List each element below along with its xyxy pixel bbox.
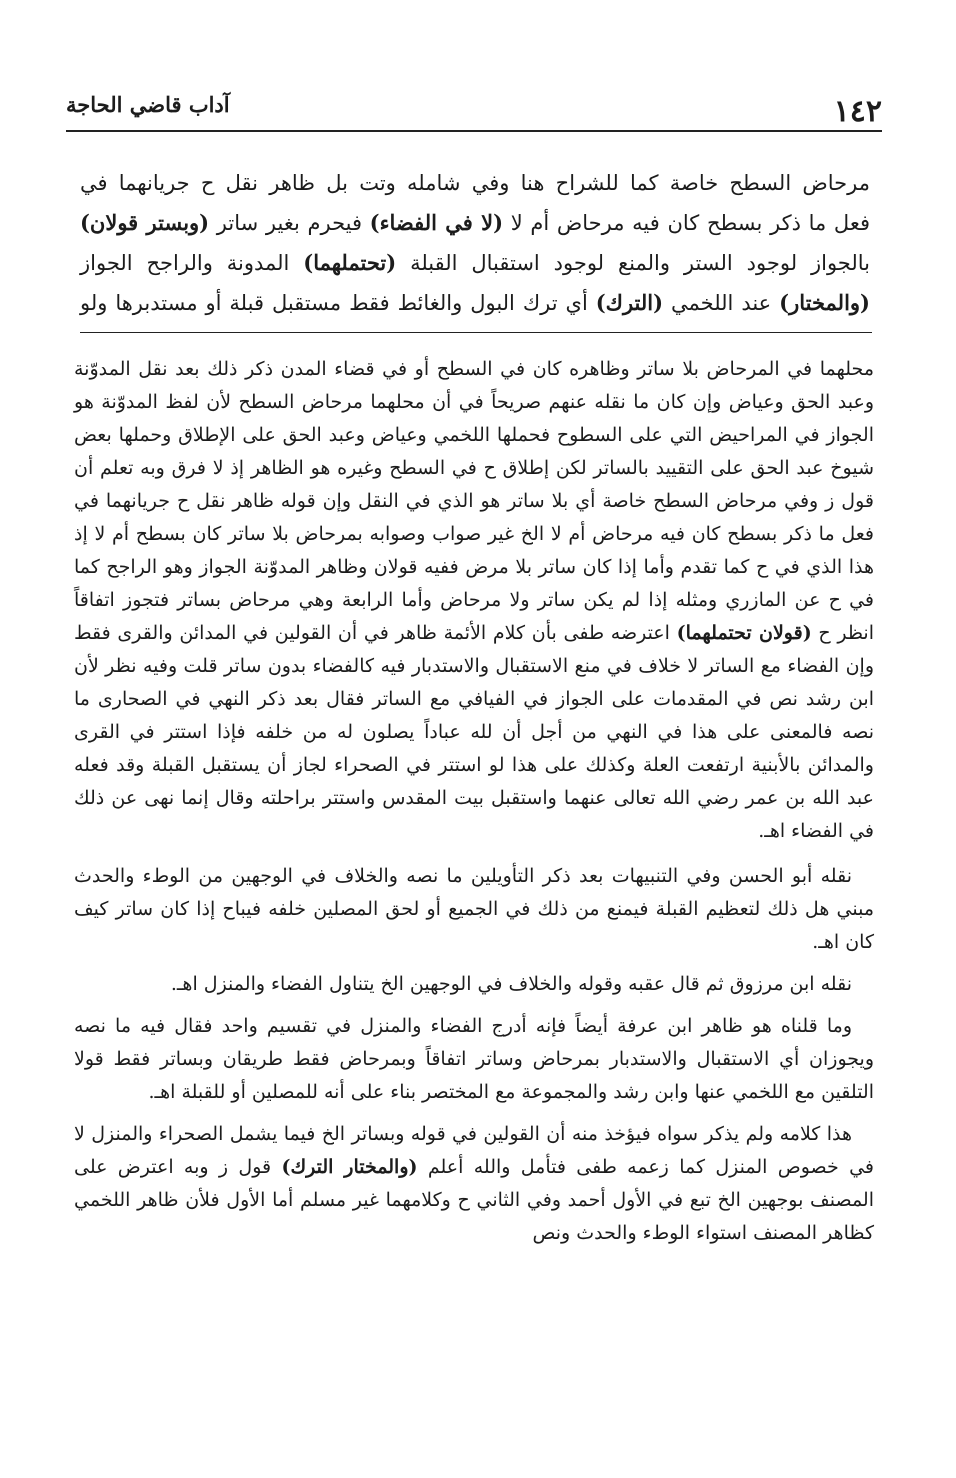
main-text [80,163,870,323]
note-paragraph-5 [74,1118,874,1250]
bold-phrase-tahtamiluhuma: (تحتملهما) [303,250,397,275]
footnote-separator [80,332,872,333]
bold-phrase-altark: (الترك) [595,290,664,315]
main-line-3-text-c: المدونة والراجح الجواز [80,251,304,275]
header-rule [66,130,882,132]
main-line-2-text-a: فعل ما ذكر بسطح كان فيه مرحاض أم لا [503,211,870,235]
bold-phrase-almukhtar: (والمختار) [779,290,870,315]
note-paragraph-5-text-c: قول ز وبه اعترض على المصنف بوجهين الخ تبع في الأول أحمد وفي الثاني ح وكلامهما غير مسلم أما الأول فلأن ظاهر اللخمي كظاهر المصنف استواء الوطء والحدث ونص [74,1156,874,1244]
main-line-1 [80,163,870,203]
main-line-4-text-b: عند اللخمي [663,291,780,315]
running-title: آداب قاضي الحاجة [66,92,230,117]
main-line-2 [80,203,870,243]
note-paragraph-1-text-c: اعترضه طفى بأن كلام الأئمة ظاهر في أن القولين في المدائن والقرى فقط وإن الفضاء مع الساتر لا خلاف في منع الاستقبال والاستدبار فيه كالفضاء بدون ساتر قلت وفيه نظر لأن ابن رشد نص في المقدمات على الجواز في الفيافي مع الساتر فقال بعد ذكر النهي في الصحارى ما نصه فالمعنى على هذا في النهي من أجل أن لله عباداً يصلون له من خلفه فإذا استتر في القرى والمدائن بالأبنية ارتفعت العلة وكذلك على هذا لو استتر في الصحراء لجاز أن يستقبل القبلة وقد فعله عبد الله بن عمر رضي الله تعالى عنهما واستقبل بيت المقدس واستتر براحلته وقال إنما نهى عن ذلك في الفضاء اهـ. [74,622,874,842]
main-line-3 [80,243,870,283]
note-paragraph-1-text-a: محلهما في المرحاض بلا ساتر وظاهره كان في السطح أو في قضاء المدن ذكر ذلك بعد نقل المدوّنة وعبد الحق وعياض وإن كان ما نقله عنهم صريحاً في أن محلهما مرحاض السطح لأن لفظ المدوّنة هو الجواز في المراحيض التي على السطوح فحملها اللخمي وعياض وعبد الحق على الإطلاق وحملها بعض شيوخ عبد الحق على التقييد بالساتر لكن إطلاق ح في السطح وغيره هو الظاهر إذ لا فرق وبه تعلم أن قول ز وفي مرحاض السطح خاصة أي بلا ساتر هو الذي في النقل وإن قوله ظاهر نقل ح جريانهما في فعل ما ذكر بسطح كان فيه مرحاض أم لا الخ غير صواب وصوابه بمرحاض بلا ساتر كان بسطح أم لا إذ هذا الذي في ح كما تقدم وأما إذا كان ساتر بلا مرض ففيه قولان وظاهر المدوّنة الجواز وهو الراجح كما في ح عن المازري ومثله إذا لم يكن ساتر ولا مرحاض وأما الرابعة وهي مرحاض بساتر فتجوز اتفاقاً انظر ح [74,358,875,644]
bold-phrase-wabisatr-qawlan: (وبستر قولان) [80,210,210,235]
note-paragraph-2: نقله أبو الحسن وفي التنبيهات بعد ذكر التأويلين ما نصه والخلاف في الوجهين من الوطء والحدث مبني هل ذلك لتعظيم القبلة فيمنع من ذلك في الجميع أو لحق المصلين خلفه فيباح إذا كان ساتر كيف كان اهـ. [74,865,874,953]
main-line-1-text: مرحاض السطح خاصة كما للشراح هنا وفي شامله وتت بل ظاهر نقل ح جريانهما في [80,171,870,195]
main-line-4-text-d: أي ترك البول والغائط فقط مستقبل قبلة أو مستدبرها ولو [80,291,596,315]
commentary-notes [74,353,874,1259]
note-paragraph-3: نقله ابن مرزوق ثم قال عقبه وقوله والخلاف في الوجهين الخ يتناول الفضاء والمنزل اهـ. [170,973,852,995]
bold-phrase-la-fi-alfada: (لا في الفضاء) [369,210,504,235]
note-paragraph-5-text-a: هذا كلامه ولم يذكر سواه فيؤخذ منه أن القولين في قوله وبساتر الخ فيما يشمل الصحراء والمنزل لا في خصوص المنزل كما زعمه طفى فتأمل والله أعلم [74,1123,875,1178]
bold-phrase-almukhtar-altark: (والمختار الترك) [281,1156,418,1178]
page-header [66,88,882,134]
main-line-4 [80,283,870,323]
note-paragraph-4: وما قلناه هو ظاهر ابن عرفة أيضاً فإنه أدرج الفضاء والمنزل في تقسيم واحد فقال فيه ما نصه ويجوزان أي الاستقبال والاستدبار بمرحاض وساتر اتفاقاً وبمرحاض فقط طريقان وبساتر فقط قولا التلقين مع اللخمي عنها وابن رشد والمجموعة مع المختصر بناء على أنه للمصلين أو للقبلة اهـ. [74,1015,874,1103]
bold-phrase-qawlan-tahtamiluhuma: (قولان تحتملهما) [676,622,812,644]
main-line-2-text-c: فيحرم بغير ساتر [209,211,370,235]
main-line-3-text-a: بالجواز لوجود الستر والمنع لوجود استقبال القبلة [396,251,870,275]
page-number: ١٤٢ [833,94,882,129]
note-paragraph-1 [74,353,874,848]
